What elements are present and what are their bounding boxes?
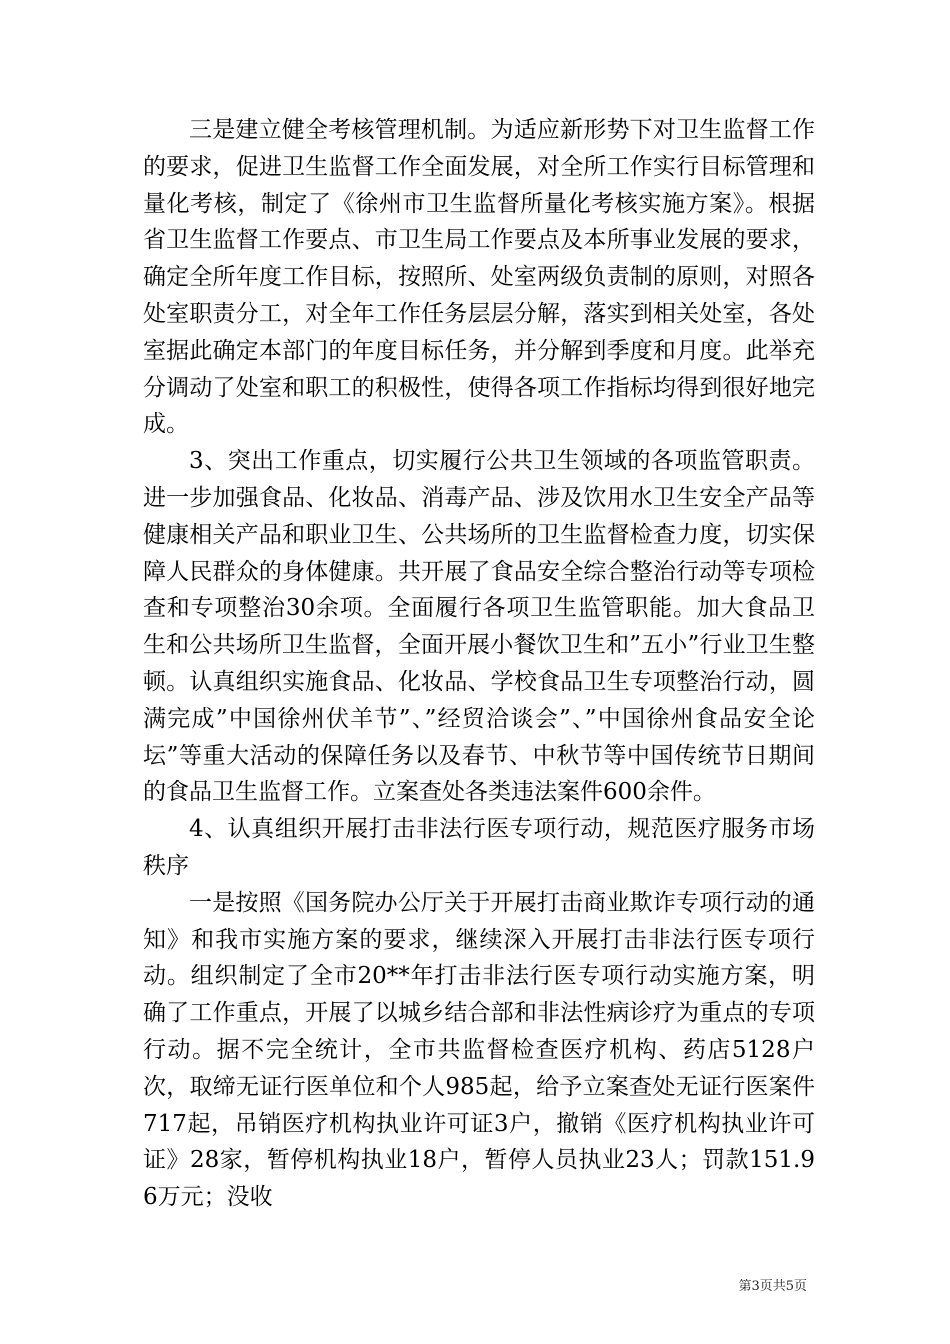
paragraph-illegal-practice-heading: 4、认真组织开展打击非法行医专项行动，规范医疗服务市场秩序	[143, 816, 815, 879]
paragraph-special-action: 一是按照《国务院办公厅关于开展打击商业欺诈专项行动的通知》和我市实施方案的要求，继续深入开展打击非法行医专项行动。组织制定了全市20**年打击非法行医专项行动实施方案，明确了工作重点，开展了以城乡结合部和非法性病诊疗为重点的专项行动。据不完全统计，全市共监督检查医疗机构、药店5128户次，取缔无证行医单位和个人985起，给予立案查处无证行医案件717起，吊销医疗机构执业许可证3户，撤销《医疗机构执业许可证》28家，暂停机构执业18户，暂停人员执业23人；罚款151.96万元；没收	[143, 889, 815, 1211]
paragraph-assessment-mechanism: 三是建立健全考核管理机制。为适应新形势下对卫生监督工作的要求，促进卫生监督工作全面发展，对全所工作实行目标管理和量化考核，制定了《徐州市卫生监督所量化考核实施方案》。根据省卫生监督工作要点、市卫生局工作要点及本所事业发展的要求，确定全所年度工作目标，按照所、处室两级负责制的原则，对照各处室职责分工，对全年工作任务层层分解，落实到相关处室，各处室据此确定本部门的年度目标任务，并分解到季度和月度。此举充分调动了处室和职工的积极性，使得各项工作指标均得到很好地完成。	[143, 117, 815, 438]
page-number: 第3页共5页	[738, 1279, 807, 1294]
document-body	[143, 112, 815, 1216]
paragraph-key-work: 3、突出工作重点，切实履行公共卫生领域的各项监管职责。进一步加强食品、化妆品、消毒产品、涉及饮用水卫生安全产品等健康相关产品和职业卫生、公共场所的卫生监督检查力度，切实保障人民群众的身体健康。共开展了食品安全综合整治行动等专项检查和专项整治30余项。全面履行各项卫生监管职能。加大食品卫生和公共场所卫生监督，全面开展小餐饮卫生和”五小”行业卫生整顿。认真组织实施食品、化妆品、学校食品卫生专项整治行动，圆满完成”中国徐州伏羊节”、”经贸洽谈会”、”中国徐州食品安全论坛”等重大活动的保障任务以及春节、中秋节等中国传统节日期间的食品卫生监督工作。立案查处各类违法案件600余件。	[143, 448, 815, 806]
